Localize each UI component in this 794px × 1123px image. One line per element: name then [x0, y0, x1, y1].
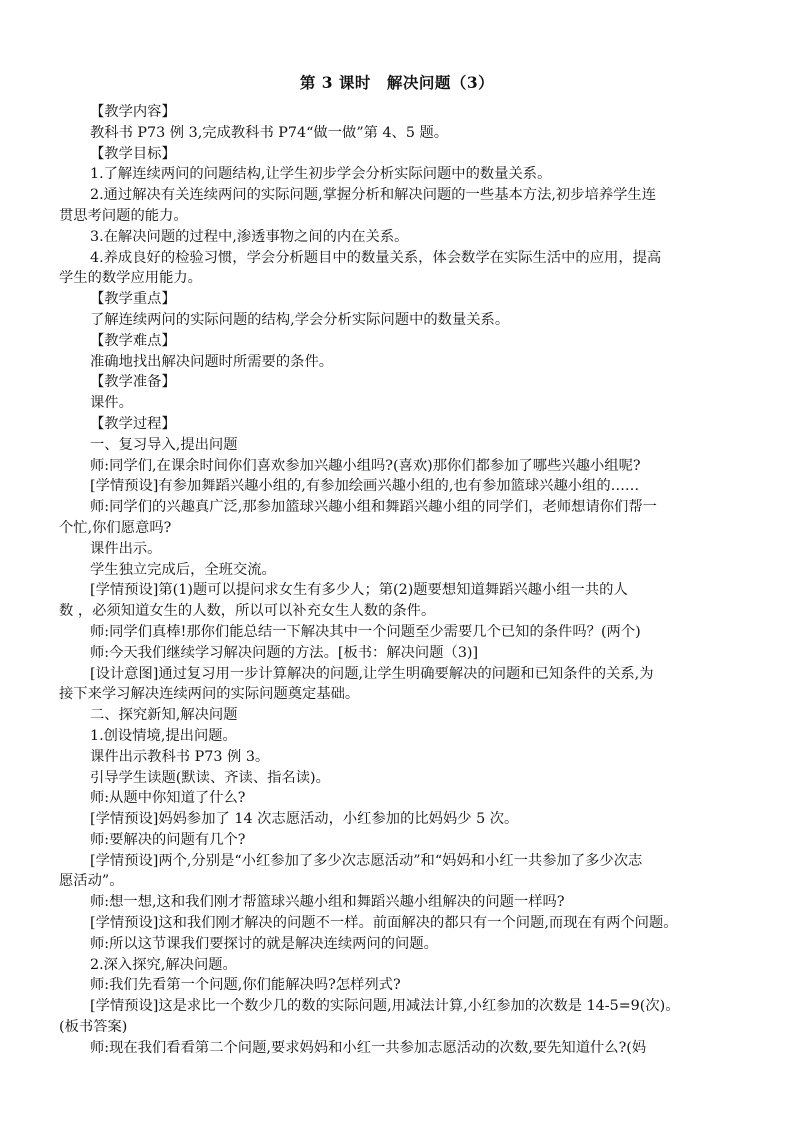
section-heading-goals: 【教学目标】	[90, 145, 176, 162]
paragraph-line: 了解连续两问的实际问题的结构,学会分析实际问题中的数量关系。	[90, 311, 510, 328]
paragraph-line: 3.在解决问题的过程中,渗透事物之间的内在关系。	[90, 228, 409, 245]
document-body	[59, 102, 739, 1059]
paragraph-line: 师:同学们,在课余时间你们喜欢参加兴趣小组吗?(喜欢)那你们都参加了哪些兴趣小组呢?	[90, 457, 641, 474]
section-heading-content: 【教学内容】	[90, 104, 176, 120]
paragraph-line: [学情预设]两个,分别是“小红参加了多少次志愿活动”和“妈妈和小红一共参加了多少次志	[90, 852, 643, 869]
paragraph-line: (板书答案)	[59, 1019, 128, 1036]
paragraph-line: 贯思考问题的能力。	[59, 207, 188, 224]
paragraph-line: 学生的数学应用能力。	[59, 270, 202, 287]
paragraph-line: 师:今天我们继续学习解决问题的方法。[板书：解决问题（3)]	[90, 644, 479, 661]
section-heading-key-points: 【教学重点】	[90, 291, 176, 308]
paragraph-line: [学情预设]这和我们刚才解决的问题不一样。前面解决的都只有一个问题,而现在有两个问题。	[90, 915, 678, 932]
section-heading-difficulties: 【教学难点】	[90, 332, 176, 349]
paragraph-line: 师:所以这节课我们要探讨的就是解决连续两问的问题。	[90, 935, 438, 952]
paragraph-line: 师:现在我们看看第二个问题,要求妈妈和小红一共参加志愿活动的次数,要先知道什么?(妈	[90, 1039, 647, 1056]
paragraph-line: 数 ，必须知道女生的人数，所以可以补充女生人数的条件。	[59, 603, 436, 620]
paragraph-line: 师:同学们的兴趣真广泛,那参加篮球兴趣小组和舞蹈兴趣小组的同学们，老师想请你们帮一	[90, 499, 657, 516]
subsection-heading: 二、探究新知,解决问题	[90, 707, 238, 724]
paragraph-line: 课件出示。	[90, 540, 162, 557]
paragraph-line: 教科书 P73 例 3,完成教科书 P74“做一做”第 4、5 题。	[90, 124, 449, 141]
paragraph-line: 个忙,你们愿意吗?	[59, 519, 172, 536]
paragraph-line: 课件。	[90, 395, 133, 412]
paragraph-line: 师:从题中你知道了什么?	[90, 790, 246, 807]
section-heading-preparation: 【教学准备】	[90, 374, 176, 391]
paragraph-line: 1.创设情境,提出问题。	[90, 727, 237, 744]
paragraph-line: 引导学生读题(默读、齐读、指名读)。	[90, 769, 330, 786]
paragraph-line: [学情预设]妈妈参加了 14 次志愿活动，小红参加的比妈妈少 5 次。	[90, 811, 519, 828]
paragraph-line: 师:我们先看第一个问题,你们能解决吗?怎样列式?	[90, 977, 401, 994]
paragraph-line: 课件出示教科书 P73 例 3。	[90, 748, 270, 765]
paragraph-line: [学情预设]第(1)题可以提问求女生有多少人；第(2)题要想知道舞蹈兴趣小组一共的人	[90, 582, 628, 599]
paragraph-line: 师:要解决的问题有几个?	[90, 831, 246, 848]
paragraph-line: 师:想一想,这和我们刚才帮篮球兴趣小组和舞蹈兴趣小组解决的问题一样吗?	[90, 894, 565, 911]
section-heading-process: 【教学过程】	[90, 415, 176, 432]
paragraph-line: 学生独立完成后，全班交流。	[90, 561, 276, 578]
paragraph-line: 准确地找出解决问题时所需要的条件。	[90, 353, 334, 370]
paragraph-line: 2.深入探究,解决问题。	[90, 956, 237, 973]
paragraph-line: 师:同学们真棒!那你们能总结一下解决其中一个问题至少需要几个已知的条件吗？(两个)	[90, 623, 641, 640]
paragraph-line: [学情预设]有参加舞蹈兴趣小组的,有参加绘画兴趣小组的,也有参加篮球兴趣小组的……	[90, 478, 640, 495]
paragraph-line: 1.了解连续两问的问题结构,让学生初步学会分析实际问题中的数量关系。	[90, 166, 552, 183]
paragraph-line: [设计意图]通过复习用一步计算解决的问题,让学生明确要解决的问题和已知条件的关系,为	[90, 665, 654, 682]
paragraph-line: 4.养成良好的检验习惯，学会分析题目中的数量关系，体会数学在实际生活中的应用，提高	[90, 249, 662, 266]
paragraph-line: 接下来学习解决连续两问的实际问题奠定基础。	[59, 686, 360, 703]
paragraph-line: 2.通过解决有关连续两问的实际问题,掌握分析和解决问题的一些基本方法,初步培养学生连	[90, 187, 657, 204]
page-title: 第 3 课时 解决问题（3）	[299, 73, 495, 92]
paragraph-line: [学情预设]这是求比一个数少几的数的实际问题,用减法计算,小红参加的次数是 14-5=9(次)。	[90, 998, 680, 1015]
paragraph-line: 愿活动”。	[59, 873, 124, 890]
subsection-heading: 一、复习导入,提出问题	[90, 436, 238, 453]
